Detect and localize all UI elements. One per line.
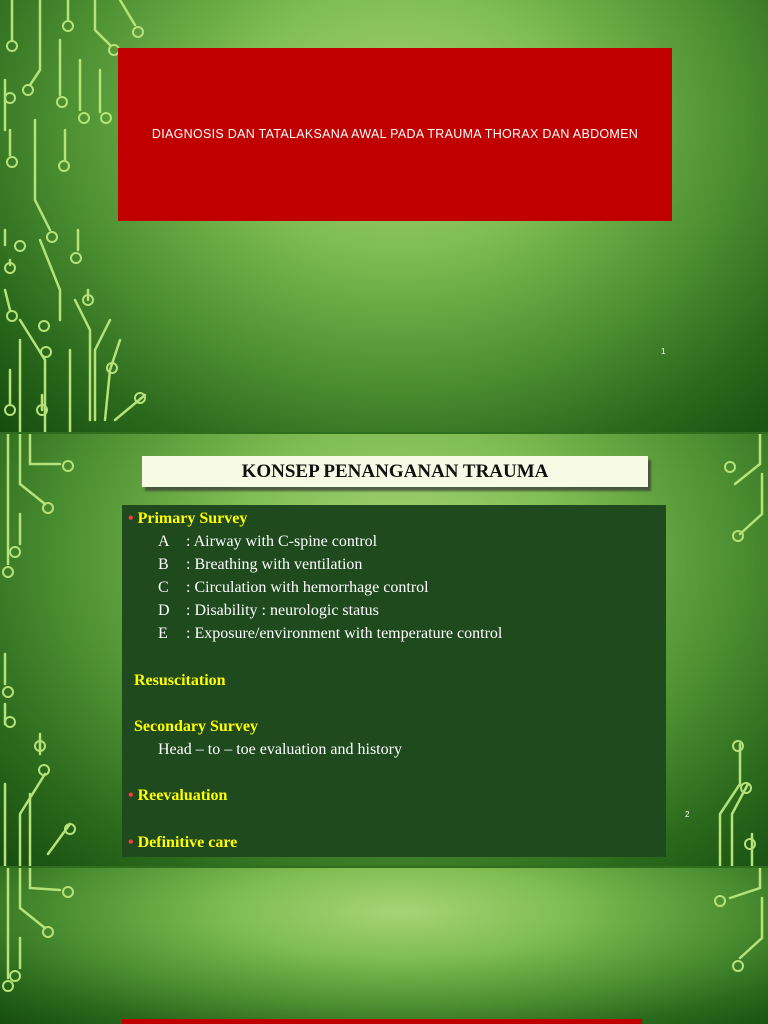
abcde-item-c	[158, 578, 429, 598]
abcde-item-e	[158, 624, 502, 644]
abcde-letter: A	[158, 533, 170, 550]
abcde-letter: D	[158, 602, 170, 619]
abcde-text: : Airway with C-spine control	[186, 533, 378, 550]
circuit-decoration-left	[0, 868, 90, 1024]
secondary-survey-label: Secondary Survey	[134, 718, 258, 735]
primary-survey-item	[128, 509, 247, 529]
circuit-decoration-left	[0, 434, 90, 866]
abcde-text: : Disability : neurologic status	[186, 602, 379, 619]
slide-1[interactable]	[0, 0, 768, 432]
slide-number: 2	[685, 810, 690, 819]
abcde-item-d	[158, 601, 379, 621]
title-banner-partial	[122, 1019, 642, 1024]
slide-heading: KONSEP PENANGANAN TRAUMA	[241, 460, 549, 482]
title-banner	[118, 48, 672, 221]
presentation-title: DIAGNOSIS DAN TATALAKSANA AWAL PADA TRAUMA THORAX DAN ABDOMEN	[151, 127, 639, 141]
abcde-text: : Exposure/environment with temperature control	[186, 625, 503, 642]
bullet-icon: •	[128, 787, 134, 804]
abcde-text: : Breathing with ventilation	[186, 556, 363, 573]
slide-3[interactable]	[0, 868, 768, 1024]
abcde-text: : Circulation with hemorrhage control	[186, 579, 429, 596]
abcde-letter: C	[158, 579, 169, 596]
abcde-letter: B	[158, 556, 169, 573]
definitive-care-label: Definitive care	[137, 834, 238, 851]
bullet-icon: •	[128, 510, 134, 527]
reevaluation-item	[128, 786, 227, 806]
abcde-item-a	[158, 532, 377, 552]
circuit-decoration-right	[690, 868, 768, 1024]
slide-heading-box	[142, 456, 648, 487]
secondary-survey-detail: Head – to – toe evaluation and history	[158, 741, 402, 758]
content-panel	[122, 505, 666, 857]
slide-number: 1	[661, 347, 666, 356]
bullet-icon: •	[128, 834, 134, 851]
abcde-item-b	[158, 555, 362, 575]
resuscitation-label: Resuscitation	[134, 672, 226, 689]
reevaluation-label: Reevaluation	[137, 787, 228, 804]
circuit-decoration-right	[690, 434, 768, 866]
slide-2[interactable]	[0, 434, 768, 866]
primary-survey-label: Primary Survey	[137, 510, 248, 527]
definitive-care-item	[128, 833, 237, 853]
abcde-letter: E	[158, 625, 168, 642]
